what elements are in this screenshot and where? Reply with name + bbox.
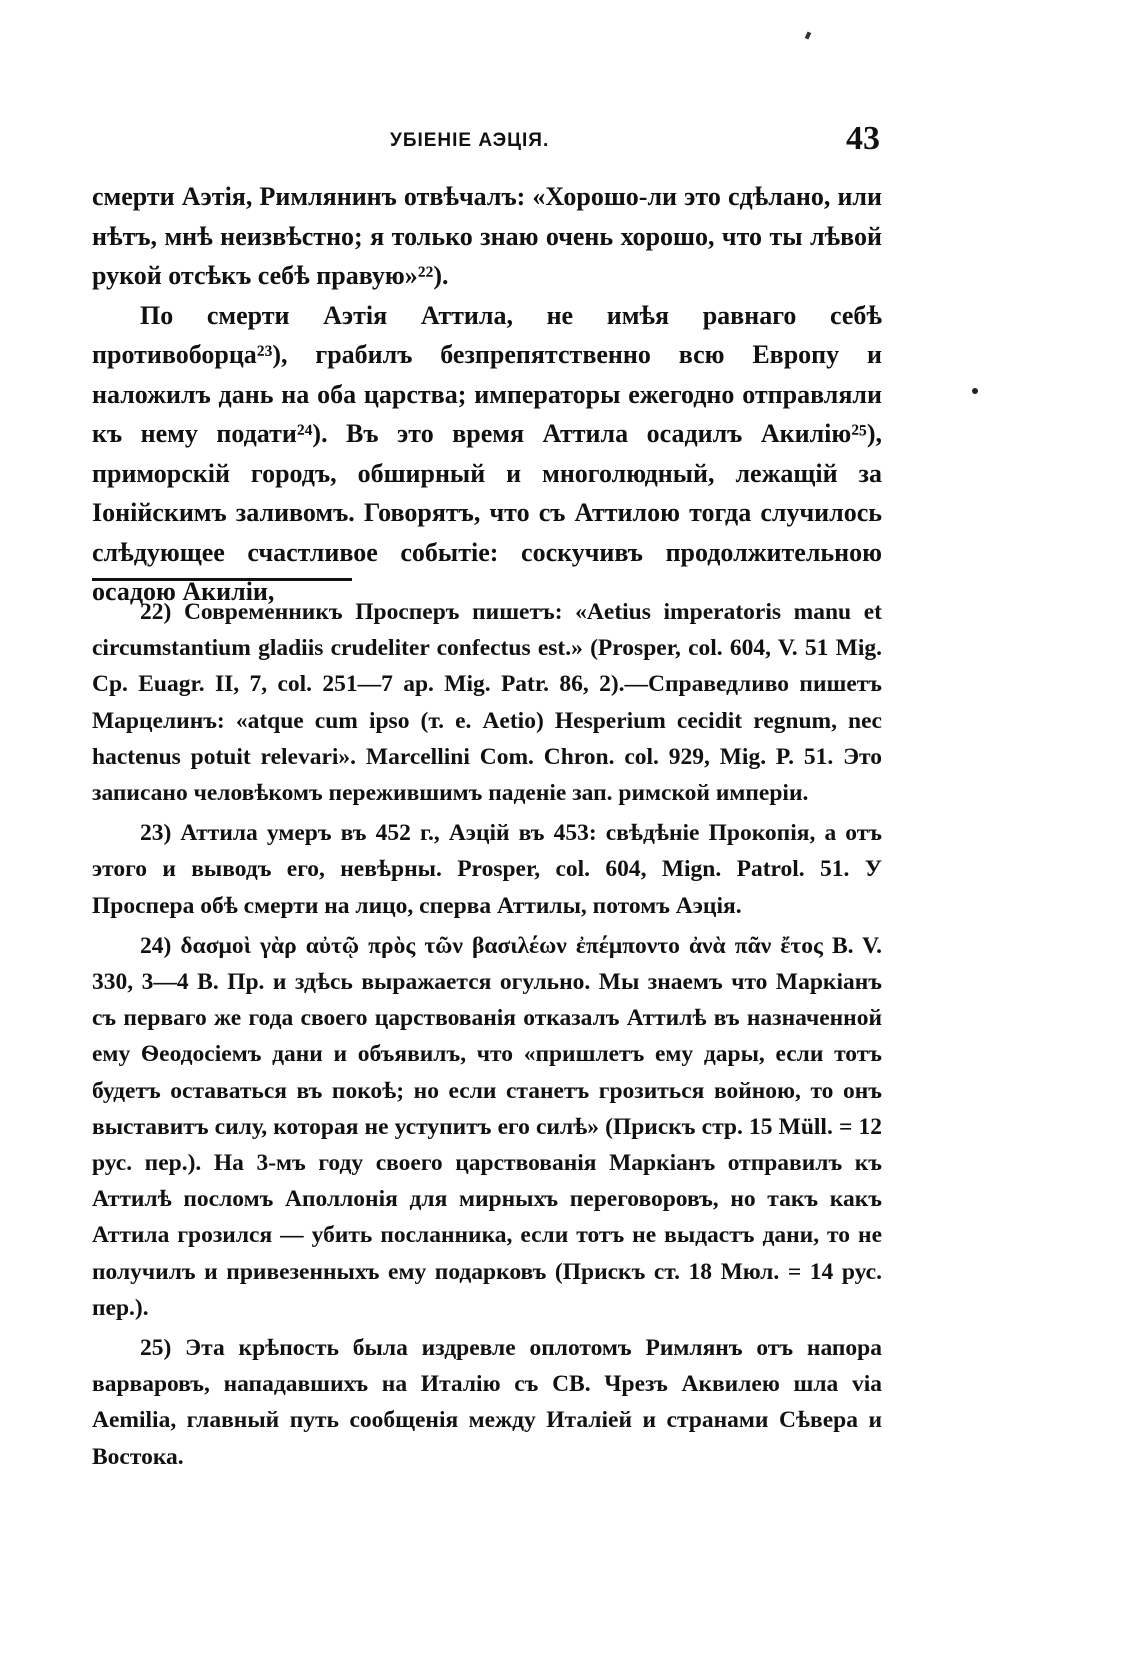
footnote-separator xyxy=(92,578,352,581)
stray-ink-mark xyxy=(805,31,812,39)
body-paragraph: смерти Аэтія, Римлянинъ отвѣчалъ: «Хорошо-ли это сдѣлано, или нѣтъ, мнѣ неизвѣстно; я только знаю очень хорошо, что ты лѣвой рукой отсѣкъ себѣ правую»²²). xyxy=(92,182,882,290)
footnotes-section xyxy=(92,594,882,1479)
footnote-23: 23) Аттила умеръ въ 452 г., Аэцій въ 453: свѣдѣніе Прокопія, а отъ этого и выводъ его, невѣрны. Prosper, col. 604, Mign. Patrol. 51. У Проспера обѣ смерти на лицо, сперва Аттилы, потомъ Аэція. xyxy=(92,820,882,919)
running-header xyxy=(90,120,890,160)
footnote-22: 22) Современникъ Просперъ пишетъ: «Aetius imperatoris manu et circumstantium gladiis crudeliter confectus est.» (Prosper, col. 604, V. 51 Mig. Cp. Euagr. II, 7, col. 251—7 ap. Mig. Patr. 86, 2).—Справедливо пишетъ Марцелинъ: «atque cum ipso (т. е. Aetio) Hesperium cecidit regnum, nec hactenus potuit relevari». Marcellini Com. Chron. col. 929, Mig. P. 51. Это записано человѣкомъ пережившимъ паденіе зап. римской имперіи. xyxy=(92,599,882,807)
footnote-25: 25) Эта крѣпость была издревле оплотомъ Римлянъ отъ напора варваровъ, нападавшихъ на Италію съ СВ. Чрезъ Аквилею шла via Aemilia, главный путь сообщенія между Италіей и странами Сѣвера и Востока. xyxy=(92,1335,882,1470)
page-number: 43 xyxy=(846,120,880,157)
main-text xyxy=(92,177,882,612)
stray-ink-dot xyxy=(972,388,978,394)
running-title: УБІЕНІЕ АЭЦІЯ. xyxy=(390,130,550,151)
footnote-24: 24) δασμοὶ γὰρ αὐτῷ πρὸς τῶν βασιλέων ἐπέμποντο ἀνὰ πᾶν ἔτος B. V. 330, 3—4 В. Пр. и здѣсь выражается огульно. Мы знаемъ что Маркіанъ съ перваго же года своего царствованія отказалъ Аттилѣ въ назначенной ему Ѳеодосіемъ дани и объявилъ, что «пришлетъ ему дары, если тотъ будетъ оставаться въ покоѣ; но если станетъ грозиться войною, то онъ выставитъ силу, которая не уступитъ его силѣ» (Прискъ стр. 15 Müll. = 12 рус. пер.). На 3-мъ году своего царствованія Маркіанъ отправилъ къ Аттилѣ посломъ Аполлонія для мирныхъ переговоровъ, но такъ какъ Аттила грозился — убить посланника, если тотъ не выдастъ дани, то не получилъ и привезенныхъ ему подарковъ (Прискъ ст. 18 Мюл. = 14 рус. пер.). xyxy=(92,932,882,1321)
body-paragraph: По смерти Аэтія Аттила, не имѣя равнаго себѣ противоборца²³), грабилъ безпрепятственно всю Европу и наложилъ дань на оба царства; императоры ежегодно отправляли къ нему подати²⁴). Въ это время Аттила осадилъ Акилію²⁵), приморскій городъ, обширный и многолюдный, лежащій за Іонійскимъ заливомъ. Говорятъ, что съ Аттилою тогда случилось слѣдующее счастливое событіе: соскучивъ продолжительною осадою Акиліи, xyxy=(92,300,882,606)
